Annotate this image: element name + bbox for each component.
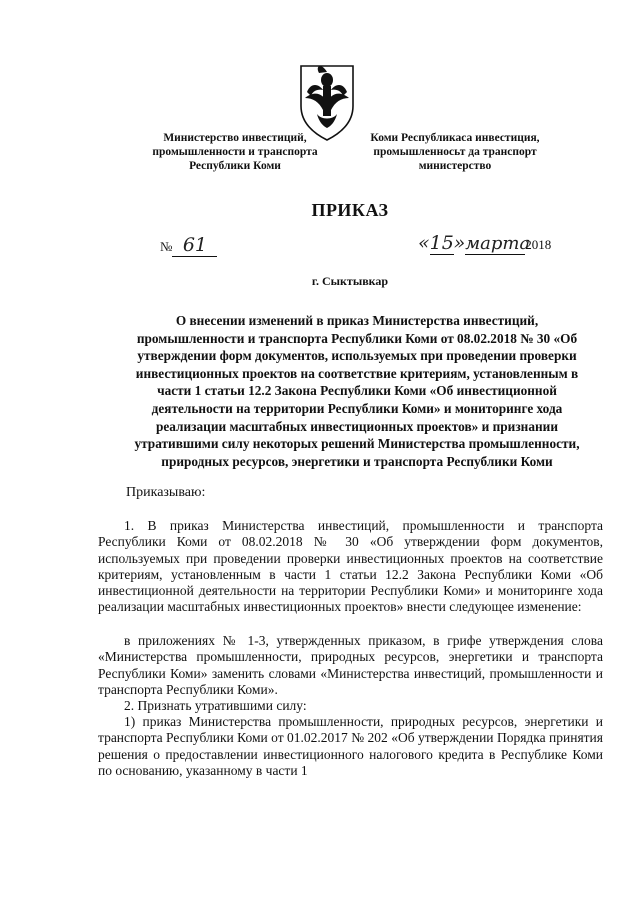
date-year: 2018 bbox=[525, 237, 552, 252]
paragraph-1-text: 1. В приказ Министерства инвестиций, промышленности и транспорта Республики Коми от 08.02.2018 № 30 «Об утверждении форм документов, используемых при проведении проверки инвестиционных проектов на соответствие критериям, установленным в части 1 статьи 12.2 Закона Республики Коми «Об инвестиционной деятельности на территории Республики Коми» и мониторинге хода реализации масштабных инвестиционных проектов» внести следующее изменение: bbox=[98, 518, 603, 615]
paragraph-1-change-text: в приложениях № 1-3, утвержденных приказом, в грифе утверждения слова «Министерства промышленности, природных ресурсов, энергетики и транспорта Республики Коми» заменить словами «Министерства инвестиций, промышленности и транспорта Республики Коми». bbox=[98, 633, 603, 697]
order-date bbox=[418, 232, 551, 255]
ministry-name-line: Коми Республикаса инвестиция, bbox=[370, 132, 540, 144]
date-close-quote: » bbox=[453, 232, 466, 254]
paragraph-2-text: 2. Признать утратившими силу: bbox=[124, 698, 307, 713]
ministry-name-line: Республики Коми bbox=[189, 160, 281, 172]
subject-line: деятельности на территории Республики Коми» и мониторинге хода bbox=[151, 400, 563, 416]
number-label: № bbox=[160, 239, 173, 254]
paragraph-2-item-1 bbox=[98, 714, 603, 779]
subject-line: О внесении изменений в приказ Министерства инвестиций, bbox=[175, 313, 539, 328]
ministry-name-line: министерство bbox=[418, 160, 492, 172]
subject-line: природных ресурсов, энергетики и транспорта Республики Коми bbox=[161, 453, 553, 469]
paragraph-1 bbox=[98, 518, 603, 616]
subject-line: промышленности и транспорта Республики Коми от 08.02.2018 № 30 «Об bbox=[136, 330, 578, 346]
date-open-quote: « bbox=[418, 232, 430, 254]
paragraph-2 bbox=[98, 698, 603, 714]
directive-word: Приказываю: bbox=[126, 485, 206, 500]
handwritten-date-day: 15 bbox=[429, 232, 454, 254]
subject-line: утратившими силу некоторых решений Министерства промышленности, bbox=[134, 436, 580, 452]
komi-republic-coat-of-arms-icon bbox=[295, 62, 359, 142]
handwritten-date-month: марта bbox=[465, 233, 531, 254]
order-number bbox=[160, 234, 217, 257]
ministry-name-russian bbox=[110, 131, 360, 173]
order-subject bbox=[102, 312, 612, 470]
subject-line: реализации масштабных инвестиционных проектов» и признании bbox=[156, 418, 558, 434]
subject-line: инвестиционных проектов на соответствие критериям, установленным в bbox=[135, 365, 579, 381]
ministry-name-line: промышленности и транспорта bbox=[152, 146, 318, 158]
paragraph-1-change bbox=[98, 633, 603, 698]
handwritten-order-number: 61 bbox=[172, 234, 217, 257]
ministry-name-line: промышленносьт да транспорт bbox=[373, 146, 537, 158]
document-title: ПРИКАЗ bbox=[311, 200, 389, 220]
city: г. Сыктывкар bbox=[311, 274, 389, 288]
subject-line: утверждении форм документов, используемых при проведении проверки bbox=[137, 348, 577, 364]
ministry-name-line: Министерство инвестиций, bbox=[163, 132, 307, 144]
ministry-name-komi bbox=[340, 131, 570, 173]
subject-line: части 1 статьи 12.2 Закона Республики Коми «Об инвестиционной bbox=[157, 383, 557, 399]
paragraph-2-item-1-text: 1) приказ Министерства промышленности, природных ресурсов, энергетики и транспорта Республики Коми от 01.02.2017 № 202 «Об утверждении Порядка принятия решения о предоставлении инвестиционного налогового кредита в Республике Коми по основанию, указанному в части 1 bbox=[98, 714, 603, 778]
